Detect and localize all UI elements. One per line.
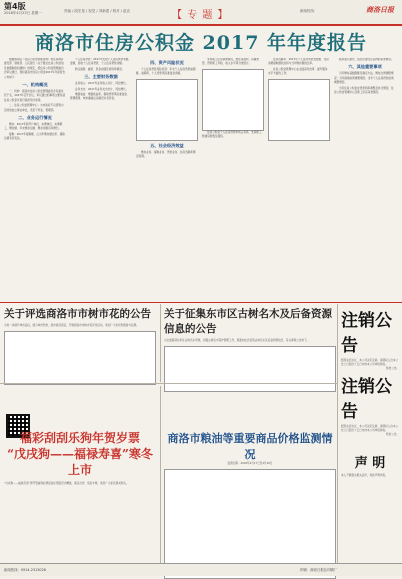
- cancel-notice-2-title: 注销公告: [341, 377, 392, 422]
- heading-risk: 四、资产风险状况: [150, 60, 184, 65]
- report-column-3: 四、资产风险状况 个人住房贷款风险状况：年末个人住房贷款逾期额、逾期率，个人贷款风险准备金余额。 五、社会经济效益 缴存业务、提取业务、贷款业务、住房贡献率情况说明。: [136, 58, 198, 298]
- statement: 声 明 本人不慎遗失相关证件，特此声明作废。: [341, 452, 399, 478]
- section-divider: [0, 302, 402, 303]
- divider: [160, 386, 161, 563]
- footer: [0, 563, 402, 576]
- price-monitor: [164, 430, 336, 579]
- heading-benefit: 五、社会经济效益: [150, 142, 184, 148]
- heading-org: 一、机构概况: [22, 82, 48, 88]
- footer-right: 印刷：商洛日报社印刷厂: [300, 568, 338, 572]
- report-column-6: 服务窗口建设、信息化建设及获得的荣誉情况。 六、其他重要事项 当年缴存基数限额及确定方法、缴存比例调整情况；当年提取政策调整情况；当年个人住房贷款政策调整情况。 当年住房公积金存贷款利率调整及执行情况；住房公积金管理中心及职工所获荣誉情况。: [334, 58, 396, 298]
- cancel-notice-1-sign: 特此公告。: [386, 367, 399, 371]
- collect-notice: 关于征集东市区古树名木及后备资源信息的公告 为全面摸清东市区古树名木资源，加强古树名木保护管理工作，现面向社会征集古树名木及后备资源信息，有关事项公告如下。: [164, 306, 336, 392]
- price-monitor-title: 商洛市粮油等重要商品价格监测情况: [167, 432, 333, 461]
- info-table: [164, 346, 336, 392]
- divider: [337, 304, 338, 563]
- flower-notice-title: 关于评选商洛市市树市花的公告: [4, 308, 151, 320]
- data-table: [268, 79, 330, 141]
- footer-left: 新闻热线：0914-2313026: [4, 568, 46, 572]
- data-table: [136, 79, 198, 141]
- lottery-title-2: “戊戌狗——福禄寿喜”寒冬上市: [7, 447, 153, 477]
- divider: [160, 304, 161, 382]
- report-column-1: 根据国务院《住房公积金管理条例》和住房城乡建设部、财政部、人民银行《关于健全住房公积金信息披露制度的通知》的规定，经住房公积金管理委员会审议通过，现将商洛市住房公积金2017年年度报告公布如下： 一、机构概况 一、机构：商洛市住房公积金管理委员会有委员若干名，2017年召开会议，审议通过的事项主要包括住房公积金年度归集使用计划等。 二、住房公积金管理中心：为市政府不以营利为目的的独立事业单位，设若干科室、管理部。 二、业务运行情况 缴存：2017年新开户单位、实缴单位、实缴职工，缴存额、年末缴存总额、缴存余额有所增长。 提取：2017年提取额、占当年缴存额比率，提取总额有所变化。: [4, 58, 66, 141]
- dateline: 2018年4月23日 星期一: [4, 11, 42, 15]
- collect-notice-title: 关于征集东市区古树名木及后备资源信息的公告: [164, 308, 332, 335]
- cancel-notice-2-sign: 特此公告。: [386, 433, 399, 437]
- flower-notice: 关于评选商洛市市树市花的公告 为进一步提升城市品位，展示城市形象，经市政府同意，开展商洛市市树市花评选活动，欢迎广大市民积极参与投票。: [4, 306, 156, 385]
- data-table: [202, 69, 264, 131]
- report-title: 商洛市住房公积金 2017 年年度报告: [34, 32, 368, 54]
- lottery-title-1: 福彩刮刮乐狗年贺岁票: [19, 431, 140, 445]
- cancel-notice-2: 注销公告 经股东会决议，本公司决定注销，请债权人自本公告之日起四十五日内向本公司申报债权。 特此公告。: [341, 372, 399, 438]
- hotline: 新闻热线：: [300, 9, 318, 13]
- lottery-ad: 福彩刮刮乐狗年贺岁票 “戊戌狗——福禄寿喜”寒冬上市 “戊戌狗——福禄寿喜”即开型福利彩票刮刮乐票面设计精美，寓意吉祥，奖金丰厚，欢迎广大彩民朋友购买。: [4, 430, 156, 486]
- heading-finance: 三、主要财务数据: [84, 74, 118, 80]
- vote-table: [4, 331, 156, 385]
- editor-credits: 责编 / 段宏星 / 视觉 / 刘新建 / 校对 / 赵洁: [64, 9, 131, 13]
- report-intro: 根据国务院《住房公积金管理条例》和住房城乡建设部、财政部、人民银行《关于健全住房公积金信息披露制度的通知》的规定，经住房公积金管理委员会审议通过，现将商洛市住房公积金2017年年度报告公布如下：: [4, 58, 66, 79]
- page-number: 第4版: [4, 2, 26, 11]
- cancel-notice-1-title: 注销公告: [341, 311, 392, 356]
- report-column-4: 支持职工住房消费情况，按住房面积、房屋类型、贷款职工年龄、收入水平等分类统计。 住房公积金个人住房贷款市场占有率，支持职工购建房套数及面积。: [202, 58, 264, 298]
- newspaper-logo: 商洛日报: [366, 6, 394, 14]
- report-column-5: 住房贡献率：2017年个人住房贷款发放额、住房消费提取额的总和与当年缴存额的比率。 住房公积金管理中心在全面深化改革、提升服务水平方面的工作。: [268, 58, 330, 298]
- section-label: 【 专 题 】: [172, 10, 229, 21]
- price-monitor-date: 监测日期：2018年4月17日至4月20日: [227, 462, 273, 465]
- statement-title: 声 明: [354, 456, 386, 471]
- report-column-2: 个人住房贷款：2017年发放个人住房贷款笔数、金额，回收个人住房贷款、个人住房贷款余额。 购买国债、融资、资金存储及使用率情况。 三、主要财务数据 业务收入：2017年业务收入共计，同比增长。 业务支出：2017年业务支出共计，同比增长。 增值收益：增值收益率，提取贷款风险准备金、管理费用、城市廉租住房建设补充资金。: [70, 58, 131, 101]
- section-divider: [0, 383, 337, 384]
- heading-other: 六、其他重要事项: [348, 64, 382, 70]
- cancel-notice-1: 注销公告 经股东会决议，本公司决定注销，请债权人自本公告之日起四十五日内向本公司申报债权。 特此公告。: [341, 306, 399, 372]
- heading-operation: 二、业务运行情况: [18, 115, 52, 121]
